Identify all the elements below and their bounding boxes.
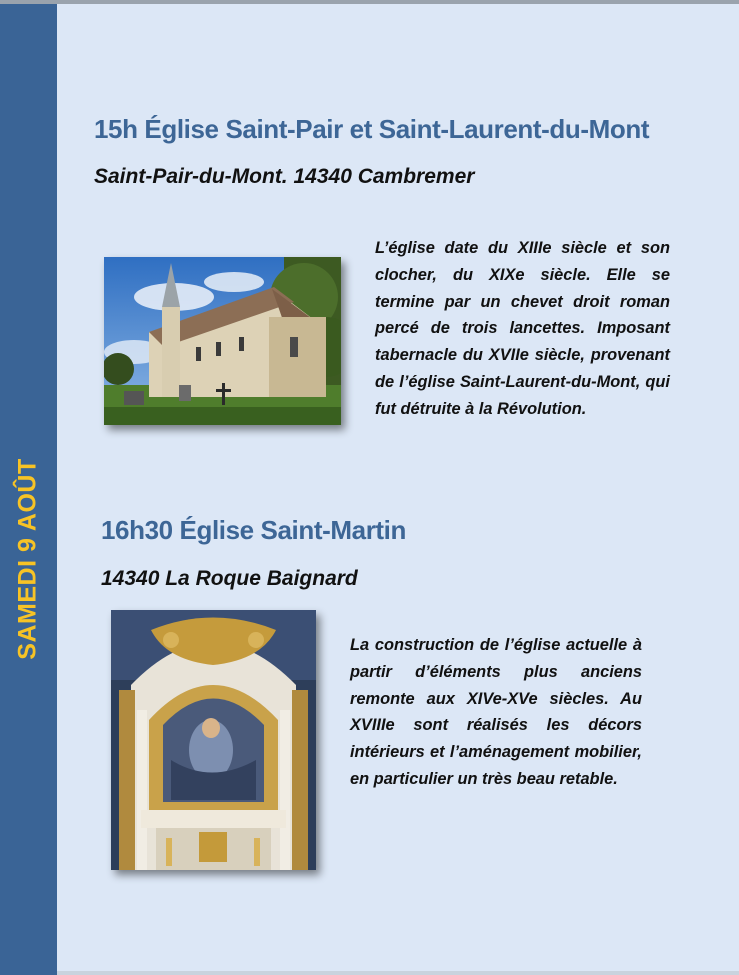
event-2-title: 16h30 Église Saint-Martin bbox=[101, 515, 406, 545]
church-exterior-photo bbox=[104, 257, 341, 425]
altarpiece-photo bbox=[111, 610, 316, 870]
event-1-title: 15h Église Saint-Pair et Saint-Laurent-du-Mont bbox=[94, 114, 650, 144]
event-1-description: L’église date du XIIIe siècle et son clocher, du XIXe siècle. Elle se termine par un chevet droit roman percé de trois lancettes. Imposant tabernacle du XVIIe siècle, provenant de l’église Saint-Laurent-du-Mont, qui fut détruite à la Révolution. bbox=[375, 239, 670, 418]
bottom-border bbox=[57, 971, 739, 975]
date-label: SAMEDI 9 AOÛT bbox=[13, 458, 42, 660]
event-2-address: 14340 La Roque Baignard bbox=[101, 567, 358, 590]
event-1-address: Saint-Pair-du-Mont. 14340 Cambremer bbox=[94, 165, 475, 188]
top-border bbox=[0, 0, 739, 4]
date-sidebar bbox=[0, 4, 57, 975]
event-2-description: La construction de l’église actuelle à partir d’éléments plus anciens remonte aux XIVe-XVe siècles. Au XVIIIe sont réalisés les décors intérieurs et l’aménagement mobilier, en particulier un très beau retable. bbox=[350, 636, 642, 788]
